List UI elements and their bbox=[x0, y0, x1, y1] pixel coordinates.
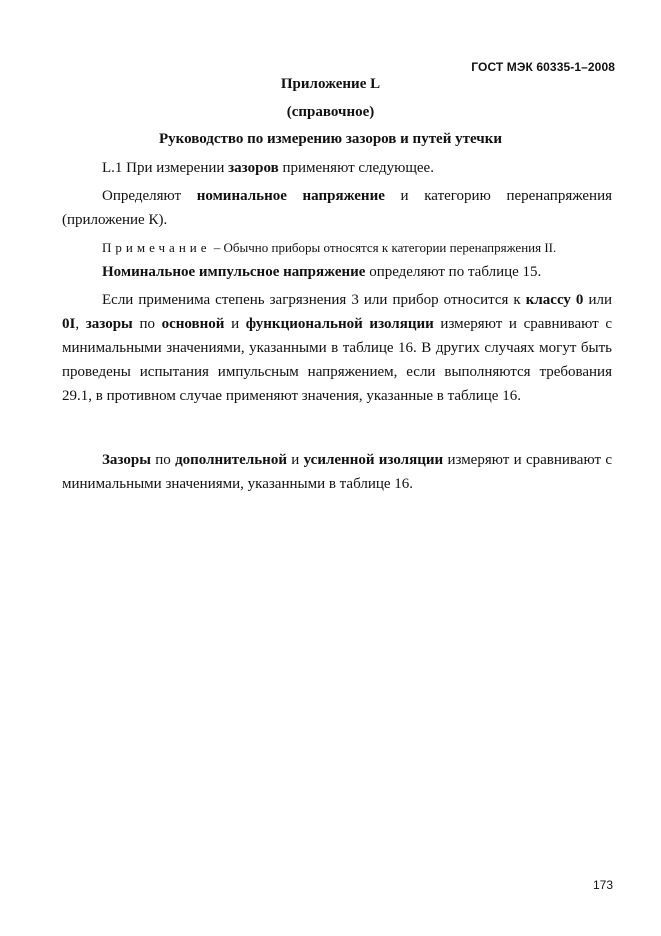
text-run: или bbox=[583, 292, 613, 308]
term-class-0i: 0I bbox=[62, 316, 76, 332]
term-supplementary: дополнительной bbox=[175, 452, 287, 468]
text-run: измеряют и сравнивают с минимальными значениями, указанными в таблице 16. В других случаях могут быть проведены испытания импульсным напряжением, если выполняются требования 29.1, в противном случае применяют значения, указанные в таблице 16. bbox=[62, 316, 612, 404]
term-reinforced-insulation: усиленной изоляции bbox=[303, 452, 444, 468]
term-zazorov: зазоров bbox=[228, 160, 279, 176]
text-run: по bbox=[132, 316, 162, 332]
text-run: применяют следующее. bbox=[278, 160, 434, 176]
text-run: Если применима степень загрязнения 3 или прибор относится к bbox=[102, 292, 526, 308]
text-run: , bbox=[75, 316, 86, 332]
text-run: L.1 При измерении bbox=[102, 160, 229, 176]
paragraph-l1 bbox=[62, 156, 612, 180]
appendix-title: Приложение L bbox=[280, 76, 381, 92]
term-nominal-voltage: номинальное напряжение bbox=[196, 188, 385, 204]
text-run: и bbox=[224, 316, 246, 332]
text-run: и категорию перенапряжения (приложение К). bbox=[62, 188, 612, 228]
term-zazory: зазоры bbox=[85, 316, 133, 332]
term-impulse-voltage: Номинальное импульсное напряжение bbox=[102, 264, 366, 280]
note bbox=[62, 236, 612, 260]
note-text: – Обычно приборы относятся к категории перенапряжения II. bbox=[210, 240, 557, 255]
text-run: и bbox=[286, 452, 304, 468]
term-class-0: классу 0 bbox=[525, 292, 584, 308]
appendix-heading: Руководство по измерению зазоров и путей утечки bbox=[158, 131, 503, 147]
paragraph-pollution-degree bbox=[62, 288, 612, 408]
term-zazory: Зазоры bbox=[102, 452, 151, 468]
paragraph-impulse-voltage bbox=[62, 260, 612, 284]
paragraph-nominal-voltage bbox=[62, 184, 612, 232]
term-functional-insulation: функциональной изоляции bbox=[245, 316, 434, 332]
text-run: Определяют bbox=[102, 188, 197, 204]
paragraph-supplementary-insulation bbox=[62, 448, 612, 496]
term-basic: основной bbox=[161, 316, 225, 332]
text-run: определяют по таблице 15. bbox=[365, 264, 542, 280]
appendix-type: (справочное) bbox=[286, 104, 375, 120]
page-number: 173 bbox=[592, 878, 613, 892]
text-run: по bbox=[150, 452, 176, 468]
standard-designation: ГОСТ МЭК 60335-1–2008 bbox=[471, 60, 615, 74]
text-run: измеряют и сравнивают с минимальными значениями, указанными в таблице 16. bbox=[62, 452, 612, 492]
note-label: Примечание bbox=[102, 240, 211, 255]
